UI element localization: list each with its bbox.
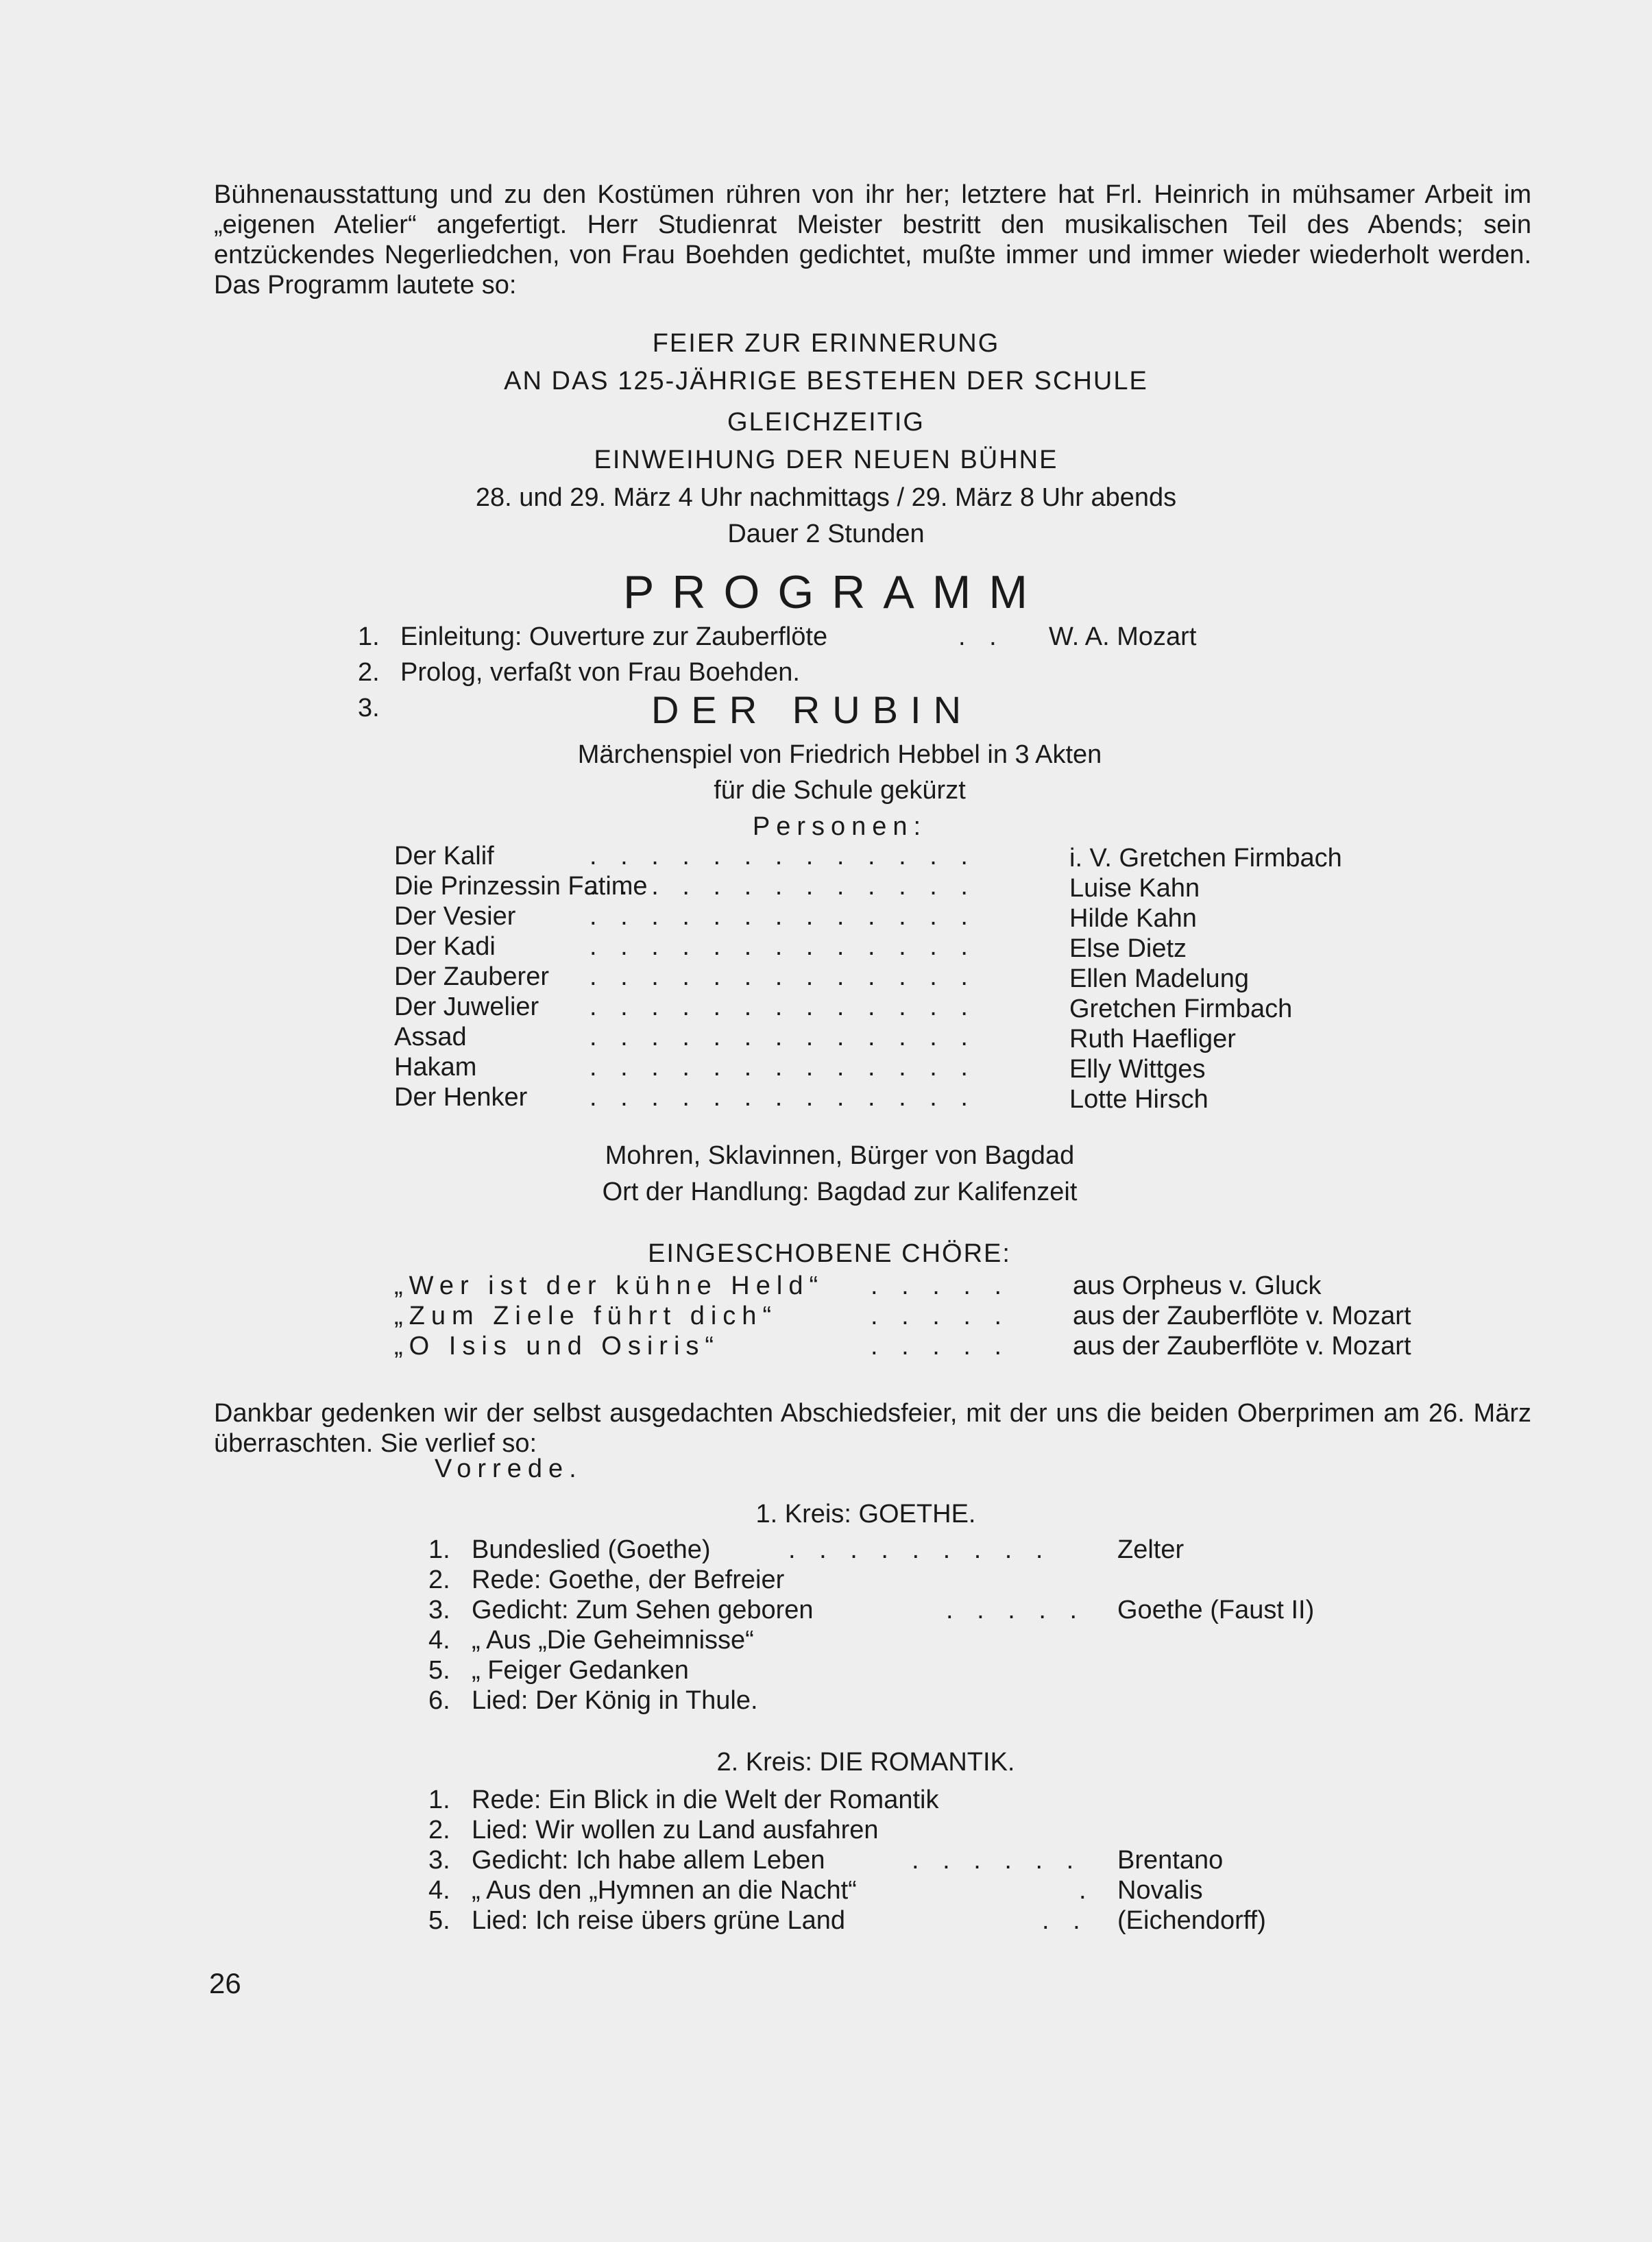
cast-role: Der Vesier [394,902,516,931]
list-item-num: 6. [428,1686,450,1715]
leader-dots: . . . . . . . . . . . . . [590,1023,976,1051]
leader-dots: . [1079,1876,1095,1905]
cast-role: Assad [394,1023,467,1051]
play-subtitle: Märchenspiel von Friedrich Hebbel in 3 Akten [577,740,1102,769]
cast-role: Der Kalif [394,842,494,870]
leader-dots: . . [1042,1906,1089,1935]
cast-actor: Luise Kahn [1069,874,1200,903]
cast-actor: Lotte Hirsch [1069,1085,1208,1114]
leader-dots: . . . . . . . . . . . . . [590,932,976,961]
list-item-num: 2. [428,1565,450,1594]
list-item-text: Rede: Goethe, der Befreier [472,1565,785,1594]
leader-dots: . . . . . . [912,1846,1082,1875]
play-setting: Ort der Handlung: Bagdad zur Kalifenzeit [602,1178,1078,1206]
list-item-text: Lied: Wir wollen zu Land ausfahren [472,1816,879,1844]
page-number: 26 [209,1967,241,1999]
intro-paragraph: Bühnenausstattung und zu den Kostümen rühren von ihr her; letztere hat Frl. Heinrich in mühsamer Arbeit im „eigenen Atelier“ angefertigt. Herr Studienrat Meister bestritt den musikalischen Teil des Abends; sein entzückendes Negerliedchen, von Frau Boehden gedichtet, mußte immer und immer wieder wiederholt werden. Das Programm lautete so: [214,180,1531,300]
cast-role: Die Prinzessin Fatime [394,872,648,901]
vorrede: Vorrede. [435,1454,583,1483]
list-item-author: Goethe (Faust II) [1117,1596,1315,1624]
farewell-paragraph: Dankbar gedenken wir der selbst ausgedachten Abschiedsfeier, mit der uns die beiden Oberprimen am 26. März überraschten. Sie verlief so: [214,1399,1531,1458]
list-item-text: „ Feiger Gedanken [472,1656,689,1685]
leader-dots: . . . . . . . . . . . . . [590,962,976,991]
list-item-author: Brentano [1117,1846,1224,1875]
kreis-1-title: 1. Kreis: GOETHE. [755,1500,976,1528]
cast-role: Der Henker [394,1083,528,1112]
cast-actor: Gretchen Firmbach [1069,995,1293,1023]
program-item-author: W. A. Mozart [1049,622,1197,651]
list-item-num: 3. [428,1596,450,1624]
cast-role: Der Zauberer [394,962,549,991]
list-item-num: 5. [428,1906,450,1935]
list-item-text: „ Aus „Die Geheimnisse“ [472,1626,754,1655]
list-item-text: Gedicht: Zum Sehen geboren [472,1596,814,1624]
list-item-num: 1. [428,1786,450,1814]
play-title: DER RUBIN [651,688,974,731]
header-duration: Dauer 2 Stunden [727,520,925,548]
leader-dots: . . . . . . . . . . . . . [590,1053,976,1082]
program-item-text: Einleitung: Ouverture zur Zauberflöte [400,622,828,651]
header-line-2: AN DAS 125-JÄHRIGE BESTEHEN DER SCHULE [504,367,1148,395]
personen-label: Personen: [752,812,927,841]
cast-actor: Ellen Madelung [1069,964,1249,993]
cast-role: Der Kadi [394,932,496,961]
leader-dots: . . . . . . . . . [788,1535,1052,1564]
list-item-num: 2. [428,1816,450,1844]
choir-source: aus Orpheus v. Gluck [1073,1271,1322,1300]
list-item-num: 1. [428,1535,450,1564]
list-item-text: Bundeslied (Goethe) [472,1535,711,1564]
program-title: PROGRAMM [623,566,1045,618]
list-item-author: Zelter [1117,1535,1185,1564]
header-dates: 28. und 29. März 4 Uhr nachmittags / 29. März 8 Uhr abends [475,483,1177,512]
list-item-author: (Eichendorff) [1117,1906,1266,1935]
header-line-1: FEIER ZUR ERINNERUNG [652,329,1000,358]
leader-dots: . . . . . . . . . . . . . [590,1083,976,1112]
leader-dots: . . . . . . . . . . . . . [590,842,976,870]
list-item-text: Gedicht: Ich habe allem Leben [472,1846,825,1875]
choir-source: aus der Zauberflöte v. Mozart [1073,1302,1411,1330]
list-item-text: „ Aus den „Hymnen an die Nacht“ [472,1876,857,1905]
leader-dots: . . . . . . . . . . . . . [590,872,976,901]
leader-dots: . . . . . . . . . . . . . [590,992,976,1021]
play-extras: Mohren, Sklavinnen, Bürger von Bagdad [605,1141,1075,1170]
cast-actor: i. V. Gretchen Firmbach [1069,844,1342,873]
program-item-num: 1. [358,622,380,651]
list-item-num: 5. [428,1656,450,1685]
list-item-text: Rede: Ein Blick in die Welt der Romantik [472,1786,939,1814]
program-item-text: Prolog, verfaßt von Frau Boehden. [400,658,800,687]
choir-source: aus der Zauberflöte v. Mozart [1073,1332,1411,1361]
leader-dots: . . . . . [871,1332,1010,1361]
cast-role: Hakam [394,1053,477,1082]
kreis-2-title: 2. Kreis: DIE ROMANTIK. [716,1748,1015,1777]
cast-actor: Elly Wittges [1069,1055,1206,1084]
choir-title: „O Isis und Osiris“ [394,1332,720,1361]
choir-title: „Zum Ziele führt dich“ [394,1302,778,1330]
leader-dots: . . [958,622,1005,651]
header-line-3: GLEICHZEITIG [727,408,925,437]
cast-actor: Else Dietz [1069,934,1187,963]
list-item-text: Lied: Der König in Thule. [472,1686,758,1715]
program-item-num: 2. [358,658,380,687]
list-item-author: Novalis [1117,1876,1203,1905]
leader-dots: . . . . . . . . . . . . . [590,902,976,931]
cast-actor: Ruth Haefliger [1069,1025,1236,1053]
list-item-num: 3. [428,1846,450,1875]
play-subtitle-2: für die Schule gekürzt [714,776,966,805]
leader-dots: . . . . . [871,1271,1010,1300]
choirs-title: EINGESCHOBENE CHÖRE: [648,1239,1011,1268]
header-line-4: EINWEIHUNG DER NEUEN BÜHNE [594,446,1058,474]
leader-dots: . . . . . [946,1596,1086,1624]
list-item-num: 4. [428,1876,450,1905]
list-item-num: 4. [428,1626,450,1655]
choir-title: „Wer ist der kühne Held“ [394,1271,825,1300]
list-item-text: Lied: Ich reise übers grüne Land [472,1906,846,1935]
leader-dots: . . . . . [871,1302,1010,1330]
program-item-num: 3. [358,694,380,722]
cast-actor: Hilde Kahn [1069,904,1197,933]
cast-role: Der Juwelier [394,992,539,1021]
